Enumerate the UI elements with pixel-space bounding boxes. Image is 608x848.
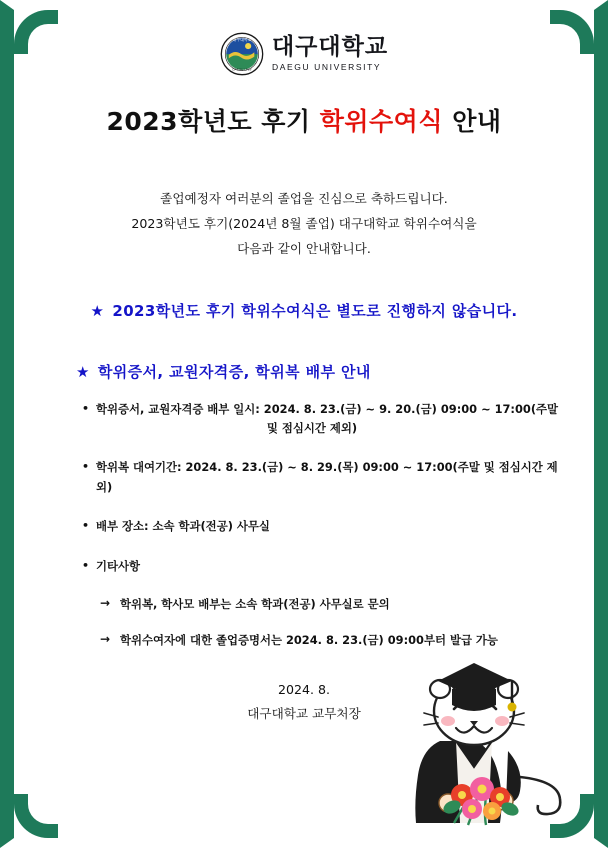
poster-content (14, 10, 594, 838)
bullet-list (40, 400, 568, 576)
section-heading-text: 학위증서, 교원자격증, 학위복 배부 안내 (97, 362, 371, 381)
logo-korean-name: 대구대학교 (271, 34, 389, 61)
bullet-text: 배부 장소: 소속 학과(전공) 사무실 (96, 519, 270, 534)
arrow-text: 학위수여자에 대한 졸업증명서는 2024. 8. 23.(금) 09:00부터 발급 가능 (120, 632, 498, 647)
list-item (100, 595, 568, 612)
footer-issuer: 대구대학교 교무처장 (247, 705, 361, 721)
title-highlight: 학위수여식 (319, 107, 443, 136)
title-suffix: 안내 (443, 107, 502, 136)
list-item (82, 557, 568, 576)
svg-text:대구대학교: 대구대학교 (232, 36, 252, 42)
section-heading (76, 361, 568, 382)
bullet-text-continued: 및 점심시간 제외) (266, 420, 358, 435)
list-item (82, 458, 568, 497)
graduate-tiger-mascot-icon (382, 645, 572, 830)
logo-wordmark (272, 36, 388, 72)
list-item (82, 400, 568, 439)
bullet-text: 기타사항 (96, 558, 141, 573)
bullet-marker: • (82, 558, 90, 572)
list-item (82, 517, 568, 536)
arrow-text: 학위복, 학사모 배부는 소속 학과(전공) 사무실로 문의 (120, 596, 390, 611)
notice-headline (40, 300, 568, 321)
intro-line-1: 졸업예정자 여러분의 졸업을 진심으로 축하드립니다. (160, 191, 448, 206)
intro-line-2: 2023학년도 후기(2024년 8월 졸업) 대구대학교 학위수여식을 (131, 216, 477, 232)
footer-date: 2024. 8. (277, 681, 331, 697)
title-prefix: 2023학년도 후기 (106, 107, 320, 136)
bullet-text: 학위복 대여기간: 2024. 8. 23.(금) ~ 8. 29.(목) 09:00 ~ 17:00(주말 및 점심시간 제외) (96, 460, 558, 494)
svg-text:DAEGU UNIV: DAEGU UNIV (232, 67, 252, 72)
page-title (40, 102, 568, 138)
arrow-right-icon: → (100, 631, 111, 646)
star-icon-2: ★ (76, 362, 90, 381)
logo-english-name: DAEGU UNIVERSITY (271, 62, 382, 73)
star-icon: ★ (90, 301, 105, 320)
arrow-list (40, 596, 568, 648)
bullet-marker: • (82, 460, 90, 474)
bullet-marker: • (82, 401, 90, 415)
university-emblem-icon (220, 32, 264, 76)
intro-line-3: 다음과 같이 안내합니다. (237, 241, 371, 257)
bullet-text: 학위증서, 교원자격증 배부 일시: 2024. 8. 23.(금) ~ 9. 20.(금) 09:00 ~ 17:00(주말 (96, 401, 559, 416)
intro-paragraph (40, 186, 568, 262)
arrow-right-icon: → (100, 595, 111, 610)
notice-headline-text: 2023학년도 후기 학위수여식은 별도로 진행하지 않습니다. (112, 301, 518, 320)
bullet-marker: • (82, 519, 90, 533)
university-logo (40, 10, 568, 76)
